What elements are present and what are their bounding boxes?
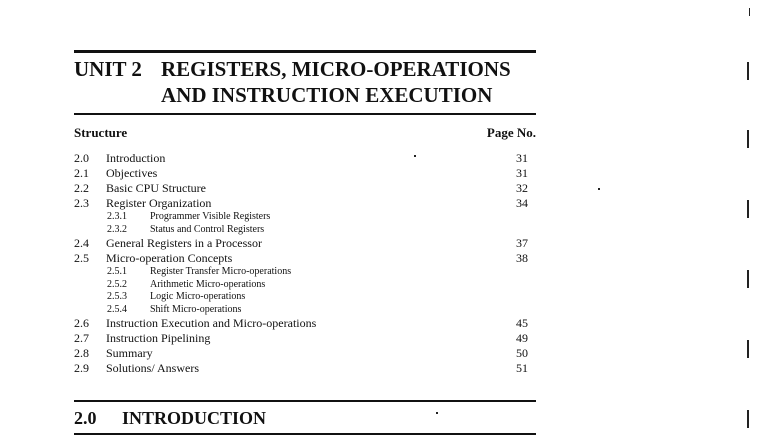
scan-mark: [747, 410, 749, 428]
toc-title: Objectives: [106, 166, 158, 180]
toc-number: 2.3: [74, 196, 89, 210]
toc-number: 2.1: [74, 166, 89, 180]
toc-subrow: [74, 279, 536, 292]
toc-number: 2.5: [74, 251, 89, 265]
toc-row: [74, 236, 536, 251]
scan-mark: [747, 200, 749, 218]
title-bottom-rule: [74, 113, 536, 115]
toc-title: Micro-operation Concepts: [106, 251, 233, 265]
toc-number: 2.3.2: [107, 223, 127, 235]
unit-title-line-1: REGISTERS, MICRO-OPERATIONS: [161, 57, 511, 81]
unit-title-line-2: AND INSTRUCTION EXECUTION: [161, 83, 493, 107]
toc-number: 2.8: [74, 346, 89, 360]
toc-page: 49: [516, 331, 528, 345]
toc-title: Logic Micro-operations: [150, 291, 246, 302]
toc-page: 37: [516, 236, 528, 250]
toc-page: 38: [516, 251, 528, 265]
toc-title: Solutions/ Answers: [106, 361, 200, 375]
toc-number: 2.4: [74, 236, 89, 250]
toc-title: Register Organization: [106, 196, 212, 210]
toc-subrow: [74, 266, 536, 279]
toc-subrow: [74, 291, 536, 304]
toc-number: 2.2: [74, 181, 89, 195]
toc-page: 32: [516, 181, 528, 195]
toc-title: Instruction Pipelining: [106, 331, 211, 345]
toc-title: Introduction: [106, 151, 166, 165]
toc-number: 2.9: [74, 361, 89, 375]
toc-title: Register Transfer Micro-operations: [150, 266, 292, 277]
toc-page: 34: [516, 196, 528, 210]
table-of-contents: [74, 151, 536, 376]
toc-number: 2.5.3: [107, 291, 127, 302]
section-top-rule: [74, 400, 536, 402]
toc-title: General Registers in a Processor: [106, 236, 262, 250]
section-title: INTRODUCTION: [122, 408, 267, 428]
scan-mark: [747, 340, 749, 358]
toc-row: [74, 331, 536, 346]
title-top-rule: [74, 50, 536, 53]
scan-mark: [747, 130, 749, 148]
toc-row: [74, 166, 536, 181]
toc-row: [74, 181, 536, 196]
page-number-heading: Page No.: [486, 125, 536, 140]
unit-number: UNIT 2: [74, 57, 142, 81]
toc-page: 50: [516, 346, 528, 360]
scan-mark: [747, 270, 749, 288]
toc-number: 2.7: [74, 331, 89, 345]
toc-number: 2.6: [74, 316, 89, 330]
scan-mark: [749, 8, 750, 16]
toc-row: [74, 251, 536, 266]
toc-title: Basic CPU Structure: [106, 181, 206, 195]
scan-speck: [436, 412, 438, 414]
toc-page: 51: [516, 361, 528, 375]
toc-subrow: [74, 211, 536, 224]
toc-page: 31: [516, 151, 528, 165]
scan-speck: [598, 188, 600, 190]
toc-number: 2.0: [74, 151, 89, 165]
scan-mark: [747, 62, 749, 80]
toc-number: 2.5.1: [107, 266, 127, 277]
toc-row: [74, 151, 536, 166]
toc-title: Summary: [106, 346, 153, 360]
toc-number: 2.3.1: [107, 211, 127, 222]
toc-subrow: [74, 224, 536, 237]
toc-title: Programmer Visible Registers: [150, 211, 271, 222]
section-heading: [74, 407, 267, 429]
toc-number: 2.5.4: [107, 303, 127, 315]
section-bottom-rule: [74, 433, 536, 435]
toc-subrow: [74, 304, 536, 317]
toc-page: 31: [516, 166, 528, 180]
section-number: 2.0: [74, 408, 97, 428]
toc-title: Shift Micro-operations: [150, 303, 242, 315]
toc-title: Arithmetic Micro-operations: [150, 278, 266, 290]
toc-row: [74, 361, 536, 376]
toc-page: 45: [516, 316, 528, 330]
structure-heading: Structure: [74, 125, 128, 140]
toc-title: Status and Control Registers: [150, 223, 265, 235]
scan-speck: [414, 155, 416, 157]
toc-title: Instruction Execution and Micro-operations: [106, 316, 317, 330]
toc-row: [74, 346, 536, 361]
toc-number: 2.5.2: [107, 278, 127, 290]
toc-row: [74, 316, 536, 331]
toc-row: [74, 196, 536, 211]
